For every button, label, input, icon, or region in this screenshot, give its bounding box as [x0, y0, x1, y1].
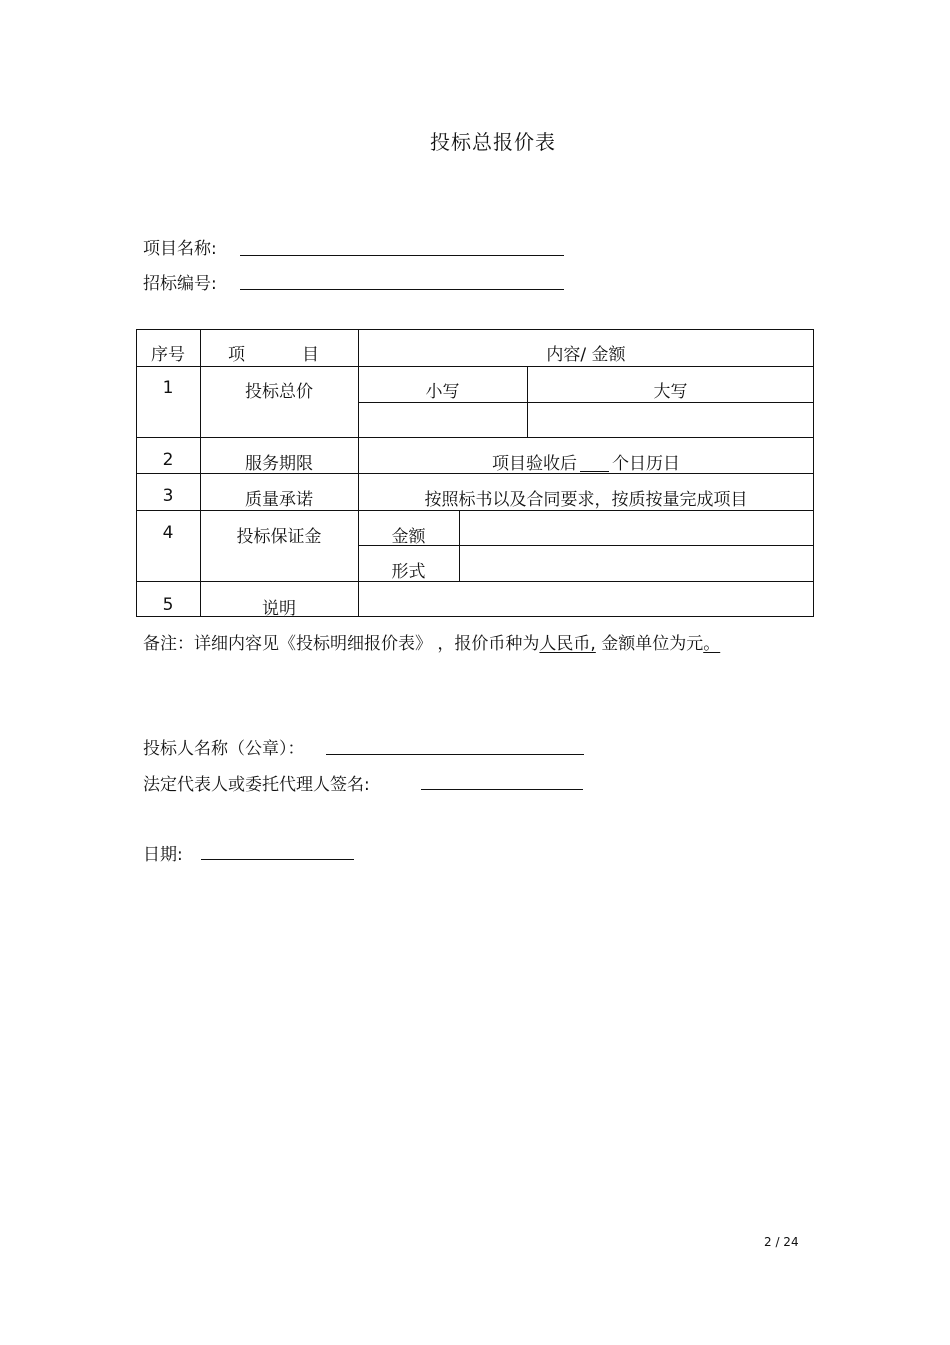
row2-content-post: 个日历日 [612, 454, 680, 474]
row3-content: 按照标书以及合同要求，按质按量完成项目 [424, 490, 748, 510]
row3-no: 3 [162, 486, 174, 506]
header-item-a: 项 [228, 345, 245, 365]
row4-item: 投标保证金 [236, 527, 322, 547]
row1-item: 投标总价 [245, 382, 313, 402]
row5-item: 说明 [262, 599, 296, 619]
project-name-blank [240, 255, 564, 256]
remark-end: 。 [703, 634, 721, 654]
representative-label: 法定代表人或委托代理人签名: [143, 775, 370, 795]
date-label: 日期: [143, 845, 183, 865]
bidder-blank [326, 754, 584, 755]
tender-no-label: 招标编号: [143, 274, 217, 294]
row4-amount-label: 金额 [391, 527, 426, 547]
date-blank [201, 859, 354, 860]
page-number: 2 / 24 [764, 1235, 799, 1249]
page-title: 投标总报价表 [430, 130, 556, 154]
row4-form-label: 形式 [391, 562, 426, 582]
remark-mid: 金额单位为元 [595, 634, 704, 654]
row2-content-pre: 项目验收后 [492, 454, 577, 474]
representative-blank [421, 789, 583, 790]
row1-big-label: 大写 [653, 382, 688, 402]
project-name-label: 项目名称: [143, 239, 217, 259]
remark-currency: 人民币, [539, 634, 596, 654]
bidder-label: 投标人名称（公章）： [143, 739, 305, 759]
quotation-table [136, 329, 814, 617]
tender-no-blank [240, 289, 564, 290]
row4-no: 4 [162, 523, 174, 543]
row3-item: 质量承诺 [245, 490, 313, 510]
header-content: 内容/ 金额 [546, 345, 626, 365]
row2-item: 服务期限 [245, 454, 313, 474]
row2-no: 2 [162, 450, 174, 470]
remark-note [143, 629, 734, 654]
header-item-b: 目 [302, 345, 319, 365]
remark-prefix: 备注：详细内容见《投标明细报价表》 ，报价币种为 [143, 634, 540, 654]
row1-no: 1 [162, 378, 174, 398]
row2-days-blank [580, 471, 609, 472]
row1-small-label: 小写 [425, 382, 460, 402]
row2-content [358, 449, 814, 474]
row5-no: 5 [162, 595, 174, 615]
header-no: 序号 [151, 345, 185, 365]
